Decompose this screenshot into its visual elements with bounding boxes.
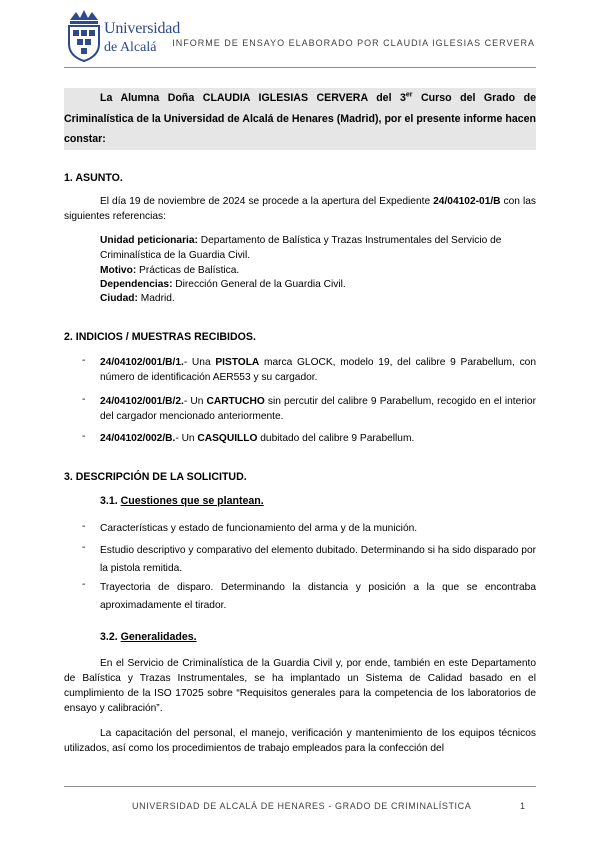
section1-p1-before: El día 19 de noviembre de 2024 se procede a la apertura del Expediente <box>100 196 434 207</box>
ref-ciudad <box>100 291 536 306</box>
section1-paragraph <box>64 194 536 224</box>
intro-statement <box>64 88 536 150</box>
question2-dash: - <box>82 542 86 553</box>
ref-unidad <box>100 233 536 263</box>
section1-p1-after: con las siguientes referencias: <box>64 196 536 222</box>
evidence-item-3 <box>100 431 536 446</box>
section1-heading: 1. ASUNTO. <box>64 172 123 184</box>
question-item-1: Características y estado de funcionamiento del arma y de la munición. <box>100 523 418 534</box>
university-crest-icon <box>66 10 102 62</box>
ref-value: Dirección General de la Guardia Civil. <box>172 279 346 290</box>
item-object: PISTOLA <box>215 357 260 368</box>
intro-sup: er <box>405 91 413 99</box>
ref-label: Ciudad: <box>100 293 138 304</box>
item2-dash: - <box>82 394 86 405</box>
logo-text-line2: de Alcalá <box>104 40 157 55</box>
question1-dash: - <box>82 521 86 532</box>
ref-label: Motivo: <box>100 265 137 276</box>
ref-value: Madrid. <box>137 293 175 304</box>
ref-dependencias <box>100 277 536 292</box>
ref-motivo <box>100 263 536 278</box>
section2-heading: 2. INDICIOS / MUESTRAS RECIBIDOS. <box>64 331 256 343</box>
item-object: CARTUCHO <box>206 396 265 407</box>
subsection-number: 3.2. <box>100 631 121 643</box>
ref-value: Prácticas de Balística. <box>136 265 240 276</box>
item-object: CASQUILLO <box>197 433 258 444</box>
subsection-title: Generalidades. <box>120 631 197 643</box>
item-code: 24/04102/001/B/2. <box>100 396 184 407</box>
item-pre: - Una <box>183 357 216 368</box>
question3-dash: - <box>82 579 86 590</box>
footer-text: UNIVERSIDAD DE ALCALÁ DE HENARES - GRADO DE CRIMINALÍSTICA <box>132 801 472 811</box>
ref-label: Unidad peticionaria: <box>100 235 198 246</box>
section3-heading: 3. DESCRIPCIÓN DE LA SOLICITUD. <box>64 471 247 483</box>
logo-text-line1: Universidad <box>104 20 181 37</box>
item-code: 24/04102/001/B/1. <box>100 357 184 368</box>
subsection-3-2-heading <box>100 631 197 643</box>
page-number: 1 <box>520 801 526 811</box>
subsection-title: Cuestiones que se plantean. <box>120 495 264 507</box>
item-post: sin percutir del calibre 9 Parabellum, recogido en el interior del cargador mencionado anteriormente. <box>100 396 536 422</box>
ref-label: Dependencias: <box>100 279 173 290</box>
header-title: INFORME DE ENSAYO ELABORADO POR CLAUDIA IGLESIAS CERVERA <box>172 38 535 48</box>
item-pre: - Un <box>183 396 207 407</box>
intro-part1: La Alumna Doña CLAUDIA IGLESIAS CERVERA del 3 <box>100 92 406 104</box>
intro-part2: Curso del Grado de Criminalística de la Universidad de Alcalá de Henares (Madrid), por el presente informe hacen constar: <box>64 92 536 145</box>
item-post: dubitado del calibre 9 Parabellum. <box>257 433 415 444</box>
subsection-3-1-heading <box>100 495 264 507</box>
evidence-item-1 <box>100 355 536 385</box>
header-divider <box>64 67 536 68</box>
item-code: 24/04102/002/B. <box>100 433 176 444</box>
ref-value: Departamento de Balística y Trazas Instrumentales del Servicio de Criminalística de la Guardia Civil. <box>100 235 502 261</box>
question-item-3: Trayectoria de disparo. Determinando la distancia y posición a la que se encontraba aproximadamente el tirador. <box>100 582 536 611</box>
subsection-number: 3.1. <box>100 495 121 507</box>
evidence-item-2 <box>100 394 536 424</box>
item-pre: - Un <box>175 433 198 444</box>
university-logo <box>66 10 181 62</box>
generalidades-paragraph-2: La capacitación del personal, el manejo, verificación y mantenimiento de los equipos técnicos utilizados, así como los procedimientos de trabajo empleados para la confección del <box>64 728 536 754</box>
item-post: marca GLOCK, modelo 19, del calibre 9 Parabellum, con número de identificación AER553 y su cargador. <box>100 357 537 383</box>
item3-dash: - <box>82 431 86 442</box>
item1-dash: - <box>82 355 86 366</box>
footer-divider <box>64 786 536 787</box>
generalidades-paragraph-1: En el Servicio de Criminalística de la Guardia Civil y, por ende, también en este Departamento de Balística y Trazas Instrumentales, se ha implantado un Sistema de Calidad basado en el cumplimiento de la ISO 17025 sobre “Requisitos generales para la competencia de los laboratorios de ensayo y calibración”. <box>64 658 536 714</box>
question-item-2: Estudio descriptivo y comparativo del elemento dubitado. Determinando si ha sido disparado por la pistola remitida. <box>100 545 536 574</box>
expediente-number: 24/04102-01/B <box>433 196 501 207</box>
